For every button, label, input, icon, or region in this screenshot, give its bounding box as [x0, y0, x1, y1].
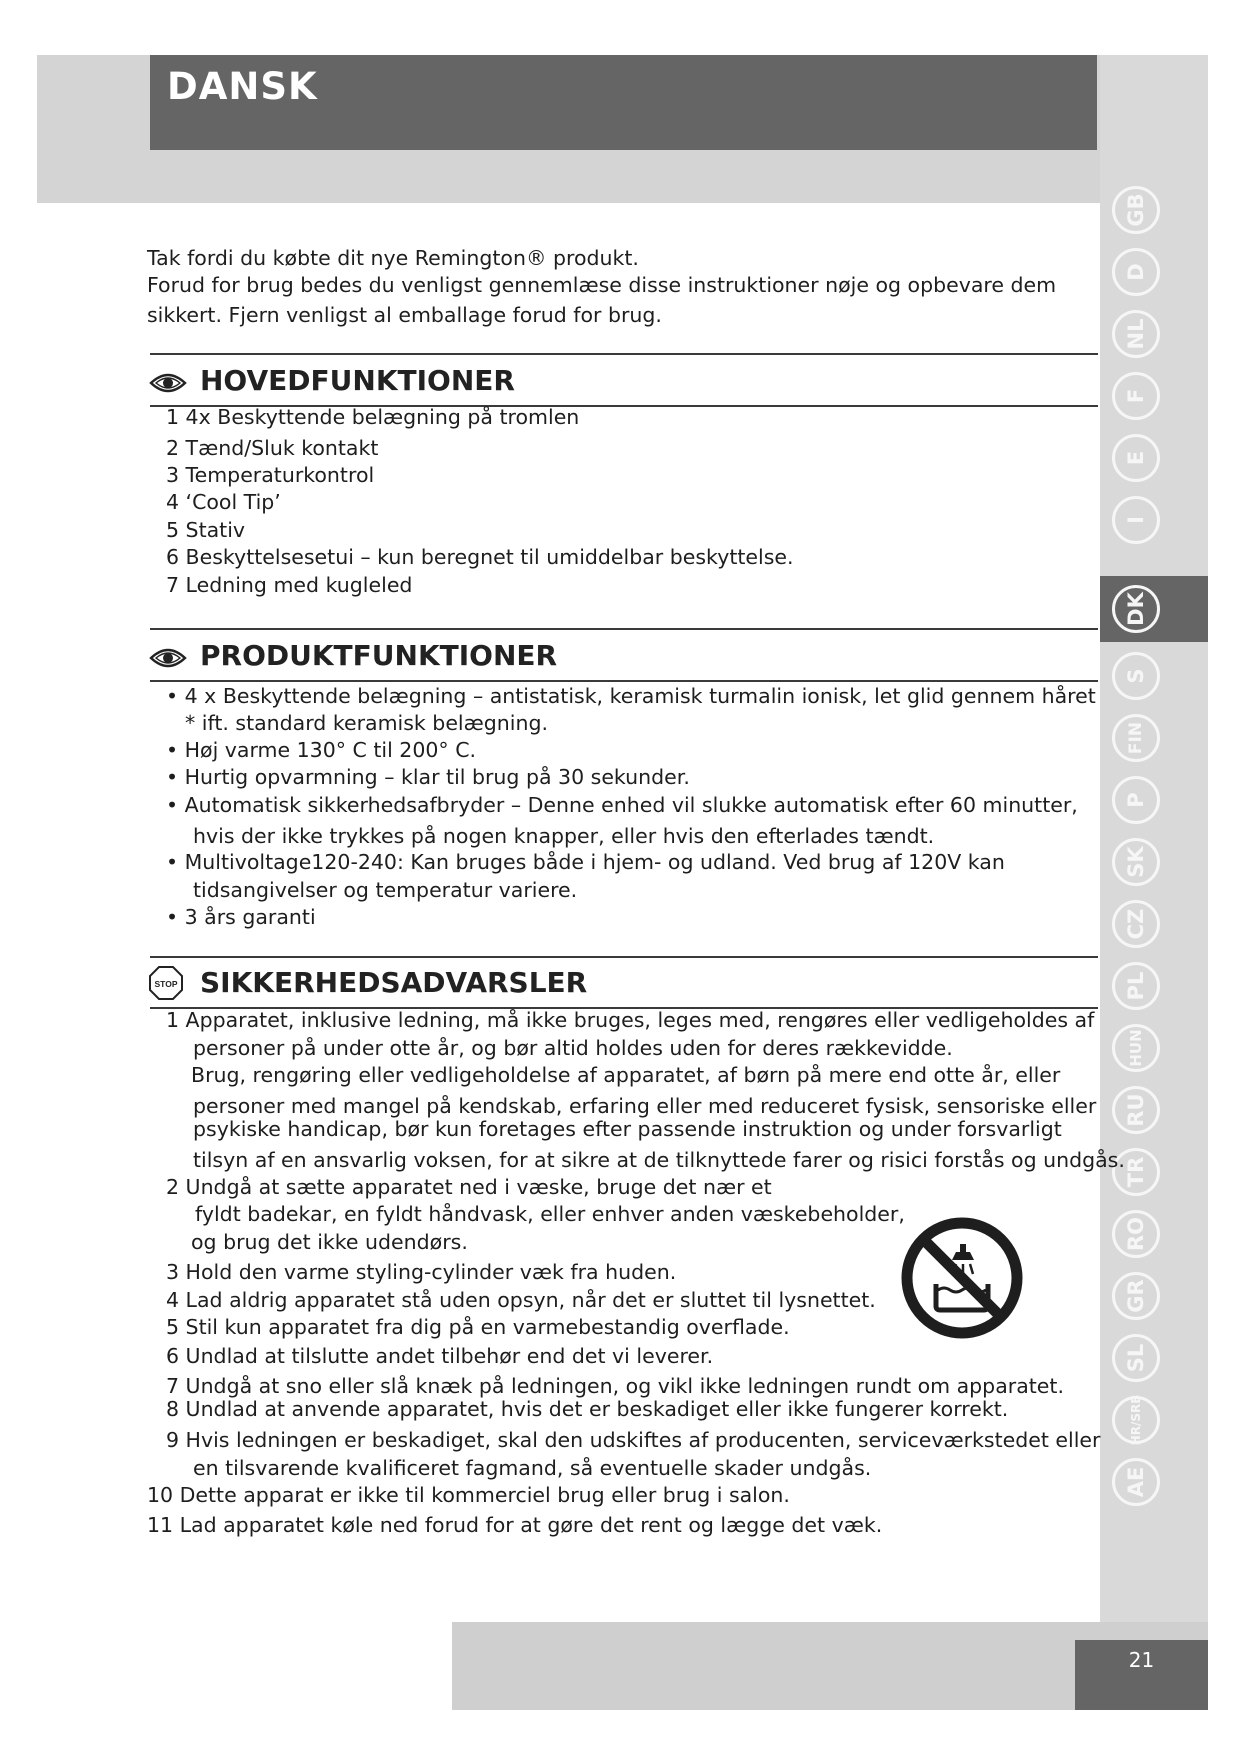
warning-line: og brug det ikke udendørs. [191, 1230, 468, 1254]
warning-line: 8 Undlad at anvende apparatet, hvis det er beskadiget eller ikke fungerer korrekt. [166, 1397, 1009, 1421]
language-sidebar [1100, 55, 1208, 1710]
lang-tab-ru[interactable]: RU [1112, 1086, 1160, 1134]
feature-line: • 4 x Beskyttende belægning – antistatisk, keramisk turmalin ionisk, let glid gennem håret [166, 684, 1096, 708]
lang-tab-nl[interactable]: NL [1112, 310, 1160, 358]
feature-line: • 3 års garanti [166, 905, 316, 929]
lang-tab-e[interactable]: E [1112, 434, 1160, 482]
warning-line: 5 Stil kun apparatet fra dig på en varmebestandig overflade. [166, 1315, 790, 1339]
warning-line: 9 Hvis ledningen er beskadiget, skal den udskiftes af producenten, serviceværkstedet eller [166, 1428, 1101, 1452]
svg-text:STOP: STOP [154, 979, 178, 989]
warning-line: Brug, rengøring eller vedligeholdelse af apparatet, af børn på mere end otte år, eller [191, 1063, 1061, 1087]
lang-tab-gb[interactable]: GB [1112, 186, 1160, 234]
page-number: 21 [1128, 1648, 1155, 1672]
lang-tab-hr-srb[interactable]: HR/SRB [1112, 1396, 1160, 1444]
list-item: 5 Stativ [166, 518, 246, 542]
no-water-icon [900, 1216, 1024, 1340]
lang-tab-dk[interactable]: DK [1112, 585, 1160, 633]
warning-line: 10 Dette apparat er ikke til kommerciel brug eller brug i salon. [147, 1483, 790, 1507]
lang-tab-s[interactable]: S [1112, 652, 1160, 700]
list-item: 4 ‘Cool Tip’ [166, 490, 281, 514]
warning-line: 4 Lad aldrig apparatet stå uden opsyn, når det er sluttet til lysnettet. [166, 1288, 876, 1312]
feature-line: • Automatisk sikkerhedsafbryder – Denne enhed vil slukke automatisk efter 60 minutter, [166, 793, 1078, 817]
page-title: DANSK [167, 65, 318, 108]
warning-line: fyldt badekar, en fyldt håndvask, eller enhver anden væskebeholder, [195, 1202, 905, 1226]
lang-tab-d[interactable]: D [1112, 248, 1160, 296]
feature-line: • Hurtig opvarmning – klar til brug på 30 sekunder. [166, 765, 690, 789]
lang-tab-sl[interactable]: SL [1112, 1334, 1160, 1382]
feature-line: • Høj varme 130° C til 200° C. [166, 738, 477, 762]
lang-tab-ae[interactable]: AE [1112, 1458, 1160, 1506]
section-divider [150, 353, 1098, 355]
list-item: 1 4x Beskyttende belægning på tromlen [166, 405, 580, 429]
list-item: 2 Tænd/Sluk kontakt [166, 436, 379, 460]
warning-line: psykiske handicap, bør kun foretages efter passende instruktion og under forsvarligt [193, 1117, 1062, 1141]
lang-tab-ro[interactable]: RO [1112, 1210, 1160, 1258]
lang-tab-f[interactable]: F [1112, 372, 1160, 420]
eye-icon [149, 370, 187, 396]
section-divider [150, 680, 1098, 682]
list-item: 3 Temperaturkontrol [166, 463, 375, 487]
lang-tab-i[interactable]: I [1112, 496, 1160, 544]
eye-icon [149, 645, 187, 671]
lang-tab-fin[interactable]: FIN [1112, 714, 1160, 762]
warning-line: 1 Apparatet, inklusive ledning, må ikke bruges, leges med, rengøres eller vedligeholdes af [166, 1008, 1095, 1032]
lang-tab-hun[interactable]: HUN [1112, 1024, 1160, 1072]
section-title-product-features: PRODUKTFUNKTIONER [200, 639, 558, 672]
warning-line: 3 Hold den varme styling-cylinder væk fra huden. [166, 1260, 677, 1284]
warning-line: en tilsvarende kvalificeret fagmand, så eventuelle skader undgås. [193, 1456, 872, 1480]
warning-line: personer på under otte år, og bør altid holdes uden for deres rækkevidde. [193, 1036, 953, 1060]
warning-line: 7 Undgå at sno eller slå knæk på ledningen, og vikl ikke ledningen rundt om apparatet. [166, 1374, 1064, 1398]
section-title-safety: SIKKERHEDSADVARSLER [200, 966, 588, 999]
feature-line: * ift. standard keramisk belægning. [185, 711, 548, 735]
section-divider [150, 628, 1098, 630]
lang-tab-pl[interactable]: PL [1112, 962, 1160, 1010]
intro-line: sikkert. Fjern venligst al emballage forud for brug. [147, 303, 662, 327]
list-item: 6 Beskyttelsesetui – kun beregnet til umiddelbar beskyttelse. [166, 545, 794, 569]
lang-tab-gr[interactable]: GR [1112, 1272, 1160, 1320]
list-item: 7 Ledning med kugleled [166, 573, 413, 597]
stop-icon [149, 966, 183, 1000]
feature-line: • Multivoltage120-240: Kan bruges både i hjem- og udland. Ved brug af 120V kan [166, 850, 1005, 874]
intro-line: Tak fordi du købte dit nye Remington® produkt. [147, 246, 639, 270]
lang-tab-sk[interactable]: SK [1112, 838, 1160, 886]
feature-line: hvis der ikke trykkes på nogen knapper, eller hvis den efterlades tændt. [193, 824, 935, 848]
warning-line: tilsyn af en ansvarlig voksen, for at sikre at de tilknyttede farer og risici forstås og undgås. [193, 1148, 1125, 1172]
warning-line: 11 Lad apparatet køle ned forud for at gøre det rent og lægge det væk. [147, 1513, 883, 1537]
lang-tab-cz[interactable]: CZ [1112, 900, 1160, 948]
section-title-main-features: HOVEDFUNKTIONER [200, 364, 515, 397]
section-divider [150, 956, 1098, 958]
feature-line: tidsangivelser og temperatur variere. [193, 878, 578, 902]
warning-line: 6 Undlad at tilslutte andet tilbehør end det vi leverer. [166, 1344, 714, 1368]
lang-tab-tr[interactable]: TR [1112, 1148, 1160, 1196]
lang-tab-p[interactable]: P [1112, 776, 1160, 824]
intro-line: Forud for brug bedes du venligst gennemlæse disse instruktioner nøje og opbevare dem [147, 273, 1057, 297]
warning-line: 2 Undgå at sætte apparatet ned i væske, bruge det nær et [166, 1175, 772, 1199]
warning-line: personer med mangel på kendskab, erfaring eller med reduceret fysisk, sensoriske eller [193, 1094, 1097, 1118]
